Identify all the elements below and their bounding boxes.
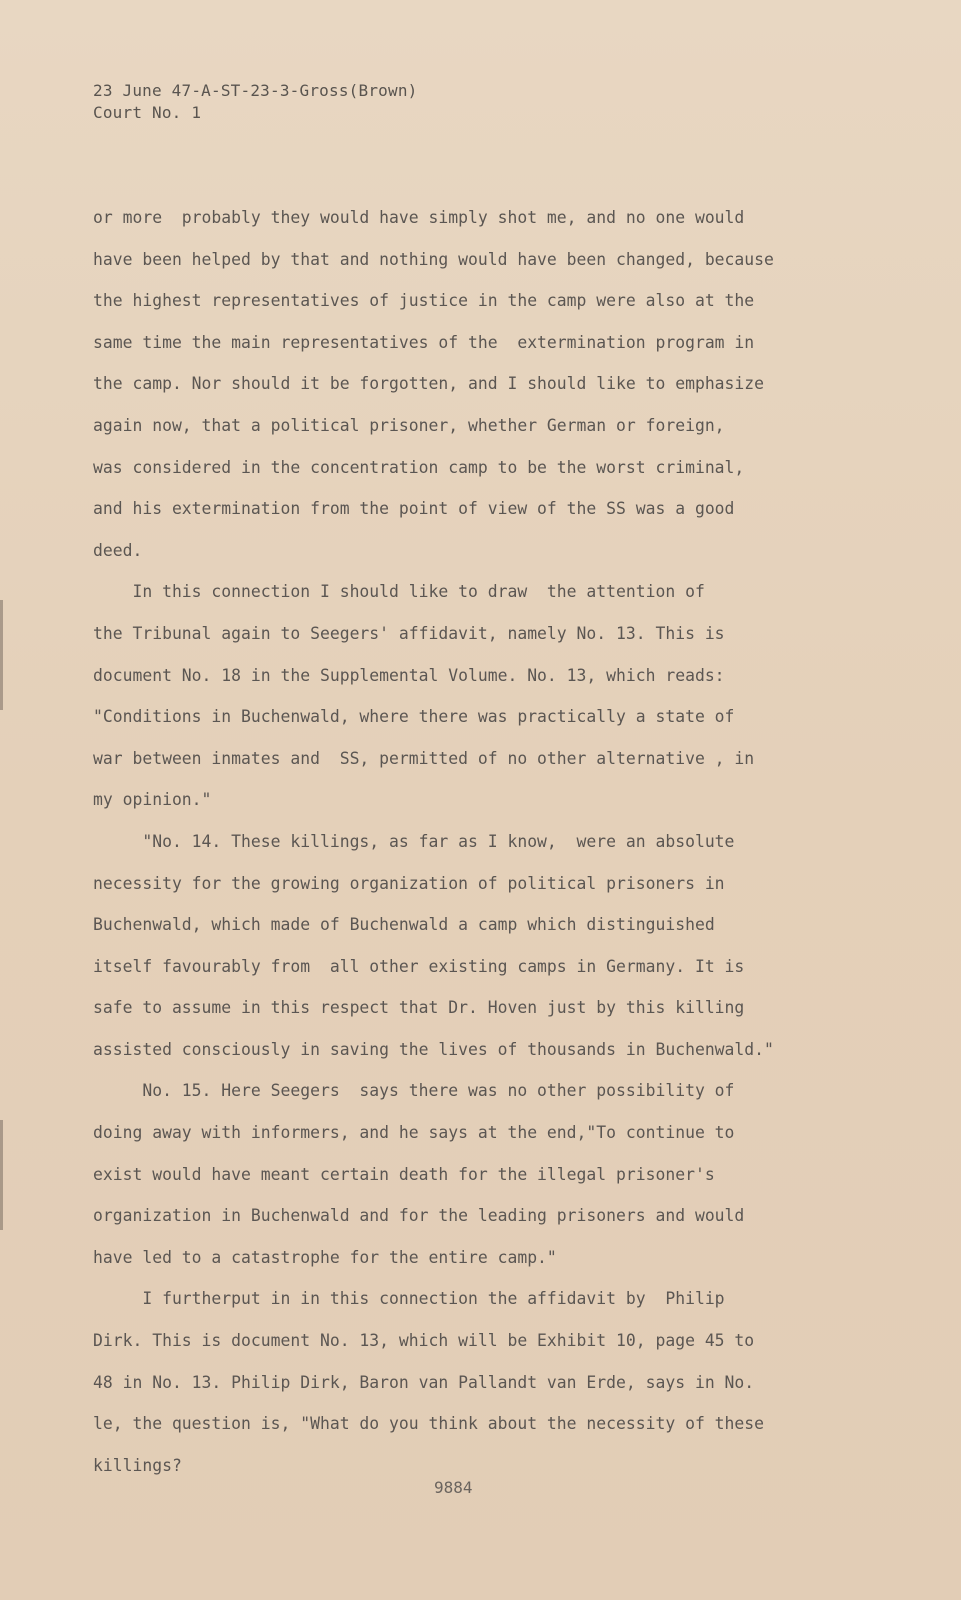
header-session-line: 23 June 47-A-ST-23-3-Gross(Brown) — [93, 81, 418, 100]
transcript-line: 48 in No. 13. Philip Dirk, Baron van Pallandt van Erde, says in No. — [93, 1372, 755, 1392]
transcript-line: my opinion." — [93, 790, 212, 810]
transcript-line: killings? — [93, 1455, 182, 1475]
transcript-line: have led to a catastrophe for the entire camp." — [93, 1247, 557, 1267]
document-header — [93, 80, 417, 124]
transcript-line: No. 15. Here Seegers says there was no other possibility of — [93, 1081, 735, 1101]
transcript-body — [93, 197, 813, 1486]
transcript-line: again now, that a political prisoner, whether German or foreign, — [93, 415, 725, 435]
transcript-line: "Conditions in Buchenwald, where there was practically a state of — [93, 707, 735, 727]
header-court-line: Court No. 1 — [93, 103, 202, 122]
page-number: 9884 — [434, 1478, 473, 1497]
transcript-line: necessity for the growing organization of political prisoners in — [93, 873, 725, 893]
transcript-line: safe to assume in this respect that Dr. Hoven just by this killing — [93, 998, 745, 1018]
transcript-line: and his extermination from the point of view of the SS was a good — [93, 499, 735, 519]
transcript-line: Buchenwald, which made of Buchenwald a camp which distinguished — [93, 915, 715, 935]
transcript-line: the camp. Nor should it be forgotten, and I should like to emphasize — [93, 374, 765, 394]
transcript-line: In this connection I should like to draw the attention of — [93, 582, 705, 602]
transcript-line: deed. — [93, 540, 143, 560]
transcript-line: or more probably they would have simply shot me, and no one would — [93, 208, 745, 227]
transcript-line: war between inmates and SS, permitted of no other alternative , in — [93, 748, 755, 768]
page-edge-mark — [0, 1120, 3, 1230]
transcript-line: was considered in the concentration camp to be the worst criminal, — [93, 457, 745, 477]
transcript-line: assisted consciously in saving the lives of thousands in Buchenwald." — [93, 1039, 774, 1059]
transcript-line: "No. 14. These killings, as far as I know, were an absolute — [93, 831, 735, 851]
transcript-line: exist would have meant certain death for the illegal prisoner's — [93, 1164, 715, 1184]
transcript-line: the Tribunal again to Seegers' affidavit, namely No. 13. This is — [93, 623, 725, 643]
transcript-line: itself favourably from all other existing camps in Germany. It is — [93, 956, 745, 976]
transcript-line: have been helped by that and nothing would have been changed, because — [93, 249, 774, 269]
transcript-line: Dirk. This is document No. 13, which will be Exhibit 10, page 45 to — [93, 1331, 755, 1351]
transcript-line: the highest representatives of justice in the camp were also at the — [93, 291, 755, 311]
transcript-line: organization in Buchenwald and for the leading prisoners and would — [93, 1206, 745, 1226]
transcript-line: le, the question is, "What do you think about the necessity of these — [93, 1414, 765, 1434]
transcript-line: I furtherput in in this connection the affidavit by Philip — [93, 1289, 725, 1309]
transcript-line: document No. 18 in the Supplemental Volume. No. 13, which reads: — [93, 665, 725, 685]
transcript-line: same time the main representatives of the extermination program in — [93, 332, 755, 352]
page-edge-mark — [0, 600, 3, 710]
transcript-line: doing away with informers, and he says at the end,"To continue to — [93, 1123, 735, 1143]
